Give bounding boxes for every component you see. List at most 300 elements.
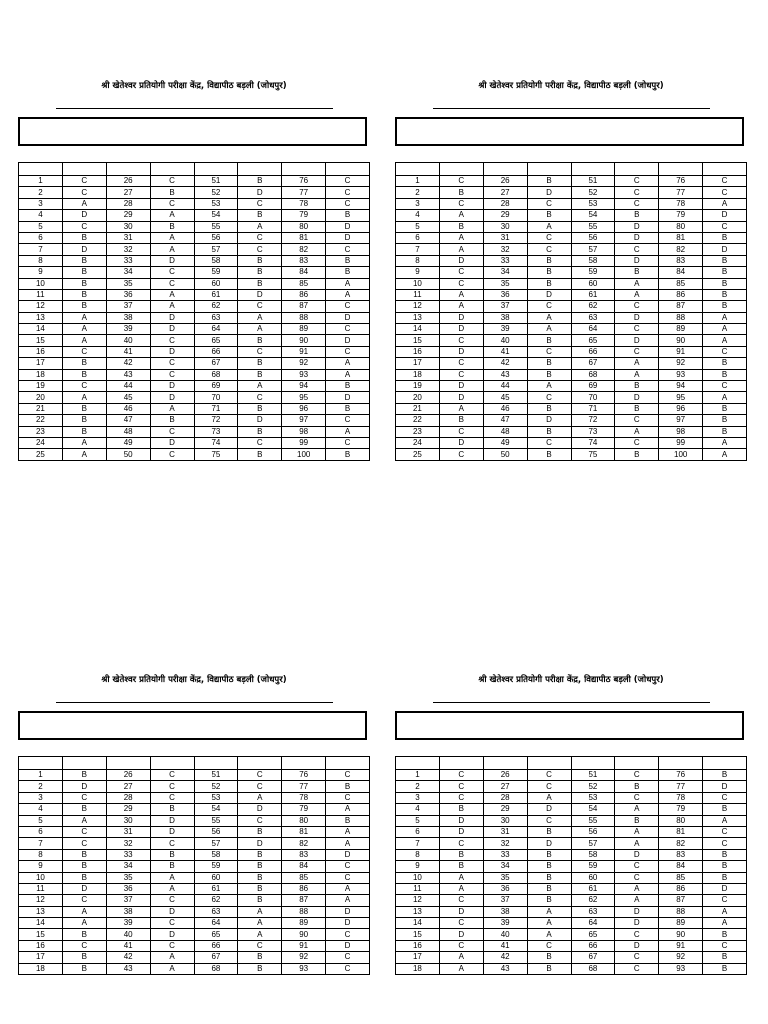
question-number-cell: 91: [659, 346, 703, 357]
answer-cell: D: [238, 804, 282, 815]
question-number-cell: 89: [659, 324, 703, 335]
table-row: [396, 426, 747, 437]
answer-cell: A: [439, 963, 483, 974]
question-number-cell: 81: [659, 826, 703, 837]
question-number-cell: 58: [194, 849, 238, 860]
question-number-cell: 82: [659, 244, 703, 255]
question-number-cell: 52: [571, 187, 615, 198]
question-number-cell: 16: [396, 940, 440, 951]
answer-cell: C: [150, 267, 194, 278]
table-row: [396, 770, 747, 781]
question-number-cell: 45: [483, 392, 527, 403]
answer-cell: C: [326, 929, 370, 940]
answer-cell: C: [439, 918, 483, 929]
table-row: [19, 792, 370, 803]
answer-cell: C: [238, 437, 282, 448]
question-number-cell: 62: [194, 895, 238, 906]
answer-cell: D: [150, 324, 194, 335]
table-row: [396, 369, 747, 380]
table-row: [19, 918, 370, 929]
answer-cell: D: [150, 346, 194, 357]
answer-cell: B: [62, 804, 106, 815]
question-number-cell: 87: [282, 301, 326, 312]
question-number-cell: 86: [282, 289, 326, 300]
question-number-cell: 90: [659, 335, 703, 346]
answer-cell: D: [703, 781, 747, 792]
answer-cell: A: [326, 278, 370, 289]
answer-cell: C: [703, 792, 747, 803]
answer-cell: B: [238, 176, 282, 187]
header-cell: [703, 757, 747, 770]
answer-cell: B: [527, 210, 571, 221]
question-number-cell: 66: [194, 346, 238, 357]
question-number-cell: 1: [396, 176, 440, 187]
sheet-title: श्री खेतेश्वर प्रतियोगी परीक्षा केंद्र, विद्यापीठ बड़ली (जोधपुर): [478, 675, 664, 685]
table-row: [19, 358, 370, 369]
question-number-cell: 74: [571, 437, 615, 448]
answer-cell: B: [527, 883, 571, 894]
answer-cell: C: [150, 940, 194, 951]
answer-cell: B: [62, 770, 106, 781]
question-number-cell: 35: [483, 872, 527, 883]
table-row: [396, 895, 747, 906]
answer-cell: A: [703, 335, 747, 346]
question-number-cell: 8: [396, 849, 440, 860]
answer-cell: B: [527, 278, 571, 289]
answer-cell: C: [150, 838, 194, 849]
table-row: [396, 826, 747, 837]
table-row: [19, 849, 370, 860]
question-number-cell: 82: [282, 244, 326, 255]
answer-cell: B: [150, 415, 194, 426]
answer-cell: C: [703, 221, 747, 232]
question-number-cell: 12: [396, 301, 440, 312]
answer-cell: B: [150, 804, 194, 815]
answer-cell: C: [615, 872, 659, 883]
header-cell: [62, 757, 106, 770]
question-number-cell: 68: [571, 963, 615, 974]
answer-cell: C: [703, 826, 747, 837]
question-number-cell: 29: [483, 210, 527, 221]
header-cell: [326, 757, 370, 770]
table-row: [19, 426, 370, 437]
question-number-cell: 13: [19, 312, 63, 323]
question-number-cell: 63: [571, 906, 615, 917]
header-cell: [106, 163, 150, 176]
question-number-cell: 77: [282, 781, 326, 792]
answer-cell: A: [326, 826, 370, 837]
table-row: [396, 244, 747, 255]
question-number-cell: 21: [396, 403, 440, 414]
question-number-cell: 69: [571, 381, 615, 392]
question-number-cell: 68: [194, 369, 238, 380]
answer-cell: C: [62, 381, 106, 392]
answer-cell: C: [703, 346, 747, 357]
answer-cell: B: [615, 403, 659, 414]
question-number-cell: 78: [282, 792, 326, 803]
answer-cell: B: [238, 369, 282, 380]
question-number-cell: 5: [396, 221, 440, 232]
answer-cell: A: [439, 210, 483, 221]
question-number-cell: 88: [282, 312, 326, 323]
table-row: [19, 232, 370, 243]
answer-cell: C: [150, 176, 194, 187]
question-number-cell: 86: [659, 883, 703, 894]
question-number-cell: 34: [106, 861, 150, 872]
answer-cell: B: [150, 221, 194, 232]
question-number-cell: 78: [659, 792, 703, 803]
question-number-cell: 88: [659, 312, 703, 323]
question-number-cell: 79: [282, 804, 326, 815]
table-row: [19, 895, 370, 906]
question-number-cell: 37: [483, 301, 527, 312]
answer-cell: C: [615, 415, 659, 426]
answer-cell: C: [527, 301, 571, 312]
answer-cell: A: [703, 324, 747, 335]
question-number-cell: 8: [396, 255, 440, 266]
answer-cell: B: [238, 826, 282, 837]
question-number-cell: 97: [659, 415, 703, 426]
answer-cell: B: [439, 187, 483, 198]
table-header-row: [19, 163, 370, 176]
table-row: [19, 301, 370, 312]
question-number-cell: 2: [19, 187, 63, 198]
answer-cell: D: [527, 289, 571, 300]
answer-cell: D: [615, 232, 659, 243]
answer-cell: B: [703, 804, 747, 815]
question-number-cell: 24: [19, 437, 63, 448]
header-cell: [19, 757, 63, 770]
answer-cell: C: [326, 198, 370, 209]
empty-header-box: [18, 117, 367, 146]
answer-cell: B: [615, 815, 659, 826]
table-row: [19, 826, 370, 837]
table-row: [396, 804, 747, 815]
answer-cell: B: [62, 415, 106, 426]
answer-cell: C: [439, 781, 483, 792]
answer-cell: B: [62, 952, 106, 963]
answer-cell: B: [238, 267, 282, 278]
question-number-cell: 90: [282, 929, 326, 940]
answer-cell: C: [439, 176, 483, 187]
question-number-cell: 73: [194, 426, 238, 437]
question-number-cell: 47: [483, 415, 527, 426]
question-number-cell: 68: [194, 963, 238, 974]
question-number-cell: 27: [483, 781, 527, 792]
question-number-cell: 45: [106, 392, 150, 403]
question-number-cell: 61: [194, 883, 238, 894]
question-number-cell: 14: [396, 324, 440, 335]
answer-cell: D: [326, 392, 370, 403]
answer-cell: B: [326, 381, 370, 392]
question-number-cell: 48: [483, 426, 527, 437]
table-row: [19, 940, 370, 951]
question-number-cell: 47: [106, 415, 150, 426]
question-number-cell: 49: [483, 437, 527, 448]
question-number-cell: 59: [194, 267, 238, 278]
answer-cell: B: [238, 255, 282, 266]
answer-cell: D: [150, 312, 194, 323]
answer-cell: C: [615, 770, 659, 781]
answer-cell: B: [527, 426, 571, 437]
question-number-cell: 80: [282, 815, 326, 826]
question-number-cell: 42: [483, 358, 527, 369]
answer-cell: C: [150, 335, 194, 346]
answer-cell: A: [439, 301, 483, 312]
answer-cell: D: [703, 883, 747, 894]
answer-cell: B: [439, 861, 483, 872]
question-number-cell: 72: [571, 415, 615, 426]
answer-cell: D: [439, 381, 483, 392]
question-number-cell: 91: [282, 940, 326, 951]
question-number-cell: 49: [106, 437, 150, 448]
answer-cell: D: [238, 289, 282, 300]
answer-cell: A: [62, 918, 106, 929]
answer-cell: C: [326, 324, 370, 335]
question-number-cell: 39: [483, 918, 527, 929]
question-number-cell: 60: [571, 278, 615, 289]
answer-cell: B: [150, 187, 194, 198]
question-number-cell: 41: [106, 940, 150, 951]
answer-cell: B: [62, 232, 106, 243]
sheet-title: श्री खेतेश्वर प्रतियोगी परीक्षा केंद्र, विद्यापीठ बड़ली (जोधपुर): [101, 81, 287, 91]
table-row: [19, 324, 370, 335]
title-underline: [56, 702, 333, 703]
answer-cell: C: [150, 358, 194, 369]
question-number-cell: 65: [571, 335, 615, 346]
question-number-cell: 56: [571, 826, 615, 837]
answer-cell: B: [527, 895, 571, 906]
question-number-cell: 15: [19, 335, 63, 346]
answer-cell: B: [62, 289, 106, 300]
answer-cell: C: [527, 244, 571, 255]
answer-cell: A: [703, 918, 747, 929]
question-number-cell: 55: [571, 221, 615, 232]
header-cell: [282, 757, 326, 770]
header-cell: [439, 163, 483, 176]
table-row: [19, 198, 370, 209]
answer-cell: D: [703, 210, 747, 221]
answer-cell: B: [238, 861, 282, 872]
table-row: [396, 963, 747, 974]
question-number-cell: 13: [396, 906, 440, 917]
header-cell: [571, 757, 615, 770]
question-number-cell: 7: [19, 838, 63, 849]
empty-header-box: [395, 117, 744, 146]
table-row: [396, 232, 747, 243]
question-number-cell: 7: [396, 244, 440, 255]
table-row: [396, 335, 747, 346]
header-cell: [194, 757, 238, 770]
question-number-cell: 92: [282, 358, 326, 369]
question-number-cell: 62: [571, 301, 615, 312]
question-number-cell: 30: [483, 815, 527, 826]
question-number-cell: 9: [19, 267, 63, 278]
question-number-cell: 43: [106, 369, 150, 380]
answer-cell: B: [439, 221, 483, 232]
header-cell: [483, 757, 527, 770]
question-number-cell: 84: [659, 861, 703, 872]
answer-cell: A: [150, 232, 194, 243]
answer-cell: C: [326, 792, 370, 803]
answer-cell: B: [62, 403, 106, 414]
question-number-cell: 66: [571, 940, 615, 951]
answer-cell: A: [238, 221, 282, 232]
question-number-cell: 8: [19, 849, 63, 860]
question-number-cell: 55: [194, 221, 238, 232]
answer-cell: C: [326, 952, 370, 963]
question-number-cell: 3: [396, 792, 440, 803]
answer-cell: B: [527, 267, 571, 278]
answer-cell: D: [326, 335, 370, 346]
question-number-cell: 9: [396, 861, 440, 872]
table-row: [396, 861, 747, 872]
question-number-cell: 99: [282, 437, 326, 448]
answer-cell: D: [439, 346, 483, 357]
answer-cell: C: [615, 963, 659, 974]
answer-cell: A: [62, 324, 106, 335]
answer-cell: D: [615, 312, 659, 323]
table-row: [19, 770, 370, 781]
answer-cell: C: [439, 369, 483, 380]
answer-cell: D: [150, 906, 194, 917]
answer-cell: A: [150, 872, 194, 883]
answer-cell: C: [527, 437, 571, 448]
question-number-cell: 25: [396, 449, 440, 460]
answer-cell: A: [615, 278, 659, 289]
question-number-cell: 2: [19, 781, 63, 792]
header-cell: [527, 757, 571, 770]
question-number-cell: 33: [106, 255, 150, 266]
answer-cell: C: [326, 872, 370, 883]
answer-cell: A: [703, 198, 747, 209]
answer-cell: B: [703, 770, 747, 781]
answer-cell: B: [62, 369, 106, 380]
table-row: [396, 346, 747, 357]
answer-cell: A: [150, 883, 194, 894]
question-number-cell: 52: [194, 187, 238, 198]
question-number-cell: 18: [396, 963, 440, 974]
question-number-cell: 44: [106, 381, 150, 392]
question-number-cell: 43: [483, 369, 527, 380]
question-number-cell: 79: [659, 210, 703, 221]
question-number-cell: 64: [194, 324, 238, 335]
answer-cell: A: [615, 883, 659, 894]
answer-cell: B: [703, 963, 747, 974]
table-row: [396, 267, 747, 278]
question-number-cell: 59: [194, 861, 238, 872]
question-number-cell: 19: [396, 381, 440, 392]
question-number-cell: 36: [106, 289, 150, 300]
table-row: [19, 449, 370, 460]
answer-cell: A: [615, 895, 659, 906]
answer-cell: C: [150, 895, 194, 906]
header-cell: [483, 163, 527, 176]
answer-cell: A: [326, 358, 370, 369]
answer-cell: B: [238, 895, 282, 906]
question-number-cell: 56: [571, 232, 615, 243]
answer-cell: B: [703, 278, 747, 289]
answer-key-table: [18, 162, 370, 461]
question-number-cell: 22: [19, 415, 63, 426]
answer-cell: A: [615, 369, 659, 380]
answer-cell: D: [527, 804, 571, 815]
question-number-cell: 14: [19, 918, 63, 929]
table-row: [396, 187, 747, 198]
question-number-cell: 65: [194, 929, 238, 940]
answer-cell: B: [326, 255, 370, 266]
question-number-cell: 39: [106, 918, 150, 929]
table-row: [396, 324, 747, 335]
question-number-cell: 64: [194, 918, 238, 929]
table-header-row: [396, 163, 747, 176]
answer-cell: C: [62, 826, 106, 837]
answer-cell: A: [527, 918, 571, 929]
question-number-cell: 82: [659, 838, 703, 849]
question-number-cell: 10: [396, 872, 440, 883]
answer-cell: D: [439, 312, 483, 323]
answer-cell: D: [326, 312, 370, 323]
answer-cell: C: [527, 940, 571, 951]
answer-cell: A: [439, 289, 483, 300]
answer-cell: B: [703, 426, 747, 437]
table-row: [396, 358, 747, 369]
question-number-cell: 80: [282, 221, 326, 232]
question-number-cell: 33: [483, 255, 527, 266]
question-number-cell: 28: [483, 198, 527, 209]
question-number-cell: 34: [483, 861, 527, 872]
question-number-cell: 88: [282, 906, 326, 917]
question-number-cell: 16: [396, 346, 440, 357]
question-number-cell: 43: [483, 963, 527, 974]
question-number-cell: 33: [106, 849, 150, 860]
question-number-cell: 40: [106, 335, 150, 346]
answer-cell: C: [326, 244, 370, 255]
answer-cell: D: [615, 940, 659, 951]
answer-cell: A: [238, 929, 282, 940]
question-number-cell: 84: [282, 267, 326, 278]
question-number-cell: 20: [396, 392, 440, 403]
question-number-cell: 2: [396, 187, 440, 198]
answer-cell: D: [326, 221, 370, 232]
answer-cell: B: [62, 267, 106, 278]
answer-cell: B: [703, 358, 747, 369]
answer-cell: D: [326, 940, 370, 951]
answer-cell: B: [615, 781, 659, 792]
question-number-cell: 77: [659, 781, 703, 792]
question-number-cell: 89: [659, 918, 703, 929]
question-number-cell: 61: [194, 289, 238, 300]
answer-cell: B: [62, 426, 106, 437]
answer-cell: B: [62, 301, 106, 312]
question-number-cell: 96: [282, 403, 326, 414]
question-number-cell: 40: [483, 335, 527, 346]
answer-cell: C: [439, 426, 483, 437]
answer-cell: B: [703, 255, 747, 266]
answer-cell: B: [150, 861, 194, 872]
answer-cell: C: [439, 940, 483, 951]
answer-cell: D: [150, 255, 194, 266]
question-number-cell: 90: [659, 929, 703, 940]
question-number-cell: 32: [483, 838, 527, 849]
question-number-cell: 22: [396, 415, 440, 426]
answer-cell: C: [703, 940, 747, 951]
table-row: [396, 301, 747, 312]
question-number-cell: 62: [194, 301, 238, 312]
answer-cell: C: [62, 176, 106, 187]
answer-cell: C: [615, 861, 659, 872]
question-number-cell: 52: [194, 781, 238, 792]
